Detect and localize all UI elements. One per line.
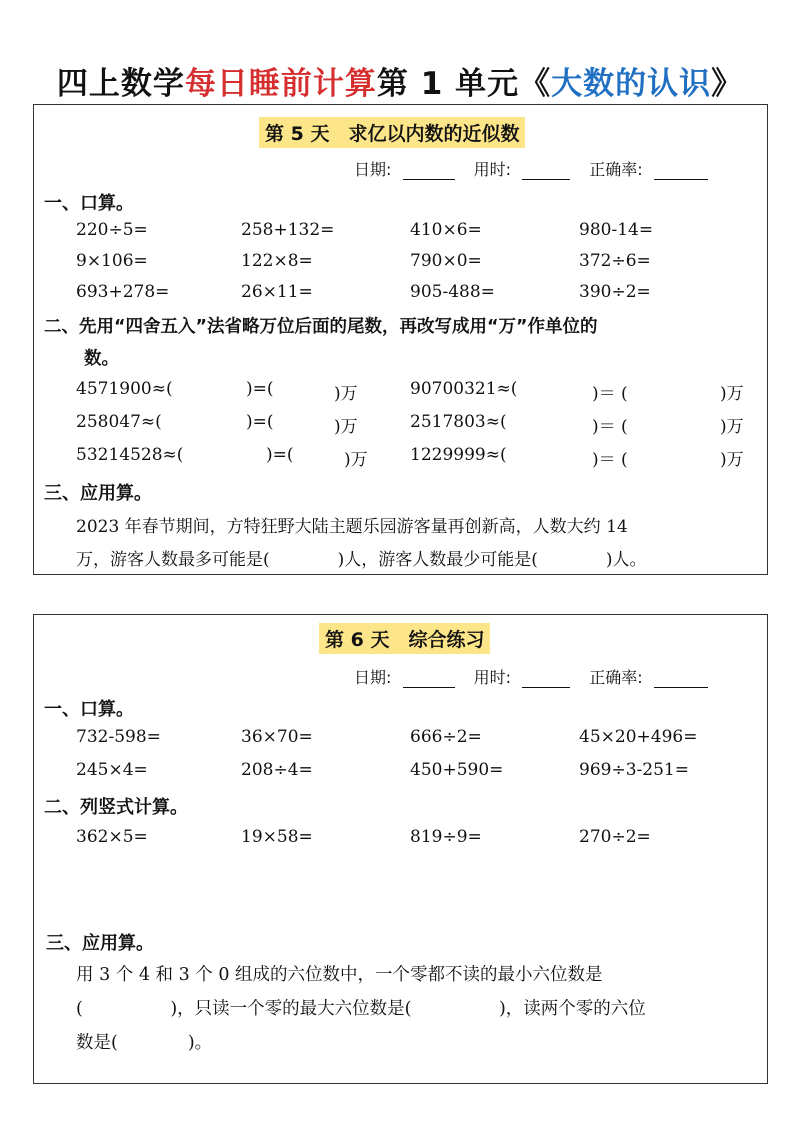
section-title: 三、应用算。 [46, 933, 154, 954]
problem: 258+132= [241, 220, 335, 240]
section-title: 二、先用“四舍五入”法省略万位后面的尾数，再改写成用“万”作单位的 [44, 317, 598, 337]
day6-meta [354, 665, 708, 688]
problem: 819÷9= [410, 827, 482, 847]
problem: 980-14= [579, 220, 654, 240]
problem: 245×4= [76, 760, 148, 780]
day6-card [33, 614, 768, 1084]
problem: 693+278= [76, 282, 170, 302]
approx-unit: )万 [334, 417, 358, 437]
date-blank[interactable] [403, 161, 455, 180]
problem: 19×58= [241, 827, 313, 847]
time-label: 用时: [473, 668, 511, 687]
problem: 732-598= [76, 727, 161, 747]
word-problem: 用 3 个 4 和 3 个 0 组成的六位数中，一个零都不读的最小六位数是 [76, 965, 603, 985]
approx-mid: )＝ ( [592, 417, 628, 437]
word-problem: 数是( )。 [76, 1033, 213, 1053]
problem: 969÷3-251= [579, 760, 689, 780]
approx-number: 1229999≈( [410, 445, 507, 465]
section-title-cont: 数。 [84, 349, 119, 369]
approx-number: 2517803≈( [410, 412, 507, 432]
problem: 36×70= [241, 727, 313, 747]
problem: 362×5= [76, 827, 148, 847]
date-label: 日期: [354, 160, 392, 179]
problem: 666÷2= [410, 727, 482, 747]
approx-unit: )万 [720, 450, 744, 470]
problem: 450+590= [410, 760, 504, 780]
problem: 372÷6= [579, 251, 651, 271]
approx-unit: )万 [344, 450, 368, 470]
problem: 26×11= [241, 282, 313, 302]
accuracy-label: 正确率: [589, 668, 643, 687]
problem: 45×20+496= [579, 727, 698, 747]
word-problem: ( )，只读一个零的最大六位数是( )，读两个零的六位 [76, 999, 646, 1019]
word-problem: 2023 年春节期间，方特狂野大陆主题乐园游客量再创新高，人数大约 14 [76, 517, 628, 537]
day6-heading: 第 6 天 综合练习 [319, 623, 490, 654]
accuracy-blank[interactable] [654, 161, 708, 180]
approx-mid: )＝ ( [592, 450, 628, 470]
word-problem: 万，游客人数最多可能是( )人，游客人数最少可能是( )人。 [76, 550, 647, 570]
approx-mid: )=( [246, 379, 274, 399]
day5-card [33, 104, 768, 575]
day5-meta [354, 157, 708, 180]
problem: 208÷4= [241, 760, 313, 780]
time-blank[interactable] [522, 161, 570, 180]
problem: 270÷2= [579, 827, 651, 847]
time-label: 用时: [473, 160, 511, 179]
section-title: 一、口算。 [44, 699, 134, 720]
section-title: 一、口算。 [44, 193, 134, 214]
accuracy-blank[interactable] [654, 669, 708, 688]
problem: 790×0= [410, 251, 482, 271]
approx-mid: )=( [266, 445, 294, 465]
approx-number: 90700321≈( [410, 379, 518, 399]
problem: 122×8= [241, 251, 313, 271]
page-title: 四上数学每日睡前计算第 1 单元《大数的认识》 [56, 66, 744, 102]
approx-mid: )＝ ( [592, 384, 628, 404]
problem: 390÷2= [579, 282, 651, 302]
problem: 905-488= [410, 282, 495, 302]
day5-heading: 第 5 天 求亿以内数的近似数 [259, 117, 525, 148]
approx-unit: )万 [334, 384, 358, 404]
date-label: 日期: [354, 668, 392, 687]
approx-number: 53214528≈( [76, 445, 184, 465]
problem: 410×6= [410, 220, 482, 240]
accuracy-label: 正确率: [589, 160, 643, 179]
approx-mid: )=( [246, 412, 274, 432]
approx-number: 4571900≈( [76, 379, 173, 399]
section-title: 二、列竖式计算。 [44, 797, 188, 818]
date-blank[interactable] [403, 669, 455, 688]
time-blank[interactable] [522, 669, 570, 688]
problem: 9×106= [76, 251, 148, 271]
problem: 220÷5= [76, 220, 148, 240]
approx-unit: )万 [720, 384, 744, 404]
approx-unit: )万 [720, 417, 744, 437]
approx-number: 258047≈( [76, 412, 162, 432]
section-title: 三、应用算。 [44, 483, 152, 504]
